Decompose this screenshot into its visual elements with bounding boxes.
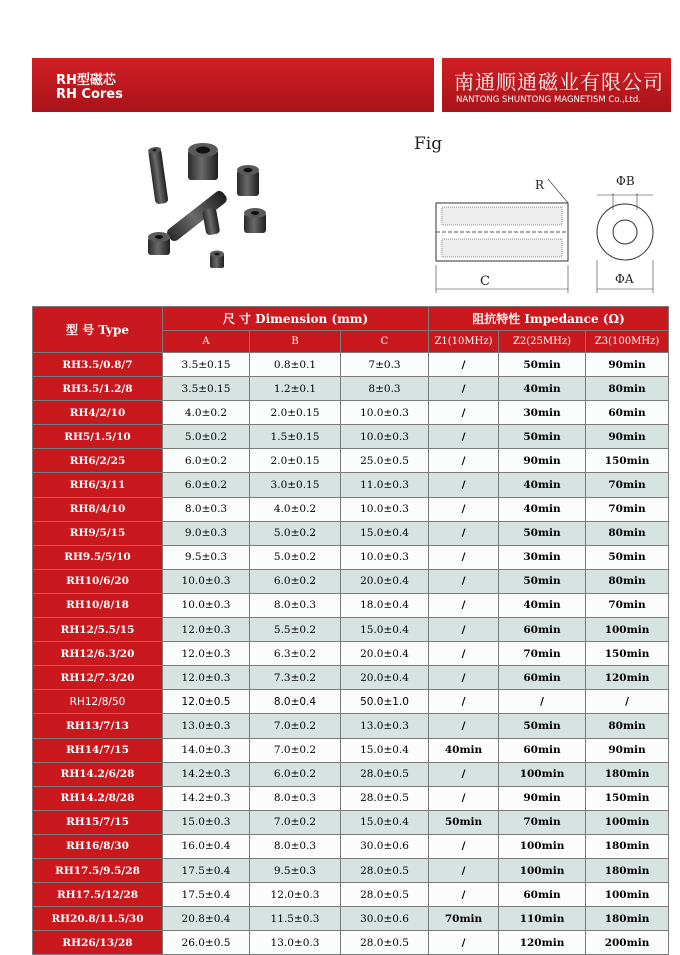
dim-a-cell: 4.0±0.2: [163, 401, 250, 425]
type-cell: RH6/3/11: [33, 473, 163, 497]
dim-c-cell: 10.0±0.3: [341, 545, 429, 569]
z1-cell: /: [429, 931, 499, 955]
z1-cell: /: [429, 642, 499, 666]
type-cell: RH17.5/12/28: [33, 883, 163, 907]
table-row: [33, 810, 669, 834]
z1-cell: /: [429, 425, 499, 449]
z2-cell: 60min: [499, 618, 586, 642]
dim-b-cell: 11.5±0.3: [250, 907, 341, 931]
dim-b-cell: 7.0±0.2: [250, 738, 341, 762]
dim-b-cell: 7.0±0.2: [250, 714, 341, 738]
dim-b-cell: 4.0±0.2: [250, 497, 341, 521]
dim-b-cell: 2.0±0.15: [250, 449, 341, 473]
z2-cell: 30min: [499, 401, 586, 425]
type-cell: RH10/8/18: [33, 593, 163, 617]
type-cell: RH26/13/28: [33, 931, 163, 955]
dim-a-cell: 14.0±0.3: [163, 738, 250, 762]
type-cell: RH5/1.5/10: [33, 425, 163, 449]
z1-cell: /: [429, 714, 499, 738]
z1-cell: /: [429, 618, 499, 642]
type-cell: RH6/2/25: [33, 449, 163, 473]
z2-cell: 50min: [499, 425, 586, 449]
z1-cell: 40min: [429, 738, 499, 762]
z3-cell: 100min: [586, 810, 669, 834]
table-row: [33, 834, 669, 858]
type-cell: RH14.2/6/28: [33, 762, 163, 786]
impedance-header: 阻抗特性 Impedance (Ω): [429, 307, 669, 331]
table-row: [33, 642, 669, 666]
company-name-en: NANTONG SHUNTONG MAGNETISM Co.,Ltd.: [456, 95, 641, 105]
z1-cell: /: [429, 545, 499, 569]
z1-cell: /: [429, 377, 499, 401]
dim-b-cell: 6.0±0.2: [250, 569, 341, 593]
dim-a-cell: 20.8±0.4: [163, 907, 250, 931]
z2-cell: 40min: [499, 593, 586, 617]
dim-c-cell: 50.0±1.0: [341, 690, 429, 714]
z2-cell: 110min: [499, 907, 586, 931]
z2-cell: 100min: [499, 834, 586, 858]
z1-cell: /: [429, 690, 499, 714]
dim-b-cell: 0.8±0.1: [250, 353, 341, 377]
company-name-cn: 南通顺通磁业有限公司: [454, 70, 664, 94]
z3-cell: /: [586, 690, 669, 714]
z2-cell: 50min: [499, 353, 586, 377]
dim-a-cell: 17.5±0.4: [163, 883, 250, 907]
z1-cell: /: [429, 521, 499, 545]
dim-a-cell: 16.0±0.4: [163, 834, 250, 858]
z3-cell: 100min: [586, 618, 669, 642]
table-row: [33, 883, 669, 907]
table-row: [33, 593, 669, 617]
dim-a-cell: 14.2±0.3: [163, 786, 250, 810]
dim-c-cell: 28.0±0.5: [341, 931, 429, 955]
col-c-header: C: [341, 331, 429, 353]
dim-a-cell: 10.0±0.3: [163, 593, 250, 617]
dimension-header: 尺 寸 Dimension (mm): [163, 307, 429, 331]
table-row: [33, 497, 669, 521]
z3-cell: 70min: [586, 497, 669, 521]
z2-cell: 40min: [499, 497, 586, 521]
dim-r-label: R: [535, 178, 545, 192]
z2-cell: 70min: [499, 642, 586, 666]
dim-c-cell: 15.0±0.4: [341, 810, 429, 834]
table-row: [33, 666, 669, 690]
type-cell: RH14.2/8/28: [33, 786, 163, 810]
table-row: [33, 545, 669, 569]
dim-c-cell: 20.0±0.4: [341, 569, 429, 593]
col-z3-header: Z3(100MHz): [586, 331, 669, 353]
type-cell: RH12/8/50: [33, 690, 163, 714]
z2-cell: 50min: [499, 714, 586, 738]
z3-cell: 120min: [586, 666, 669, 690]
dim-a-cell: 13.0±0.3: [163, 714, 250, 738]
dim-a-cell: 9.5±0.3: [163, 545, 250, 569]
type-cell: RH17.5/9.5/28: [33, 858, 163, 882]
type-cell: RH12/6.3/20: [33, 642, 163, 666]
table-row: [33, 569, 669, 593]
table-row: [33, 521, 669, 545]
table-row: [33, 786, 669, 810]
z3-cell: 80min: [586, 521, 669, 545]
product-photo: [110, 120, 310, 290]
z2-cell: 60min: [499, 738, 586, 762]
dim-b-cell: 13.0±0.3: [250, 931, 341, 955]
dim-c-cell: 28.0±0.5: [341, 786, 429, 810]
dim-c-cell: 28.0±0.5: [341, 858, 429, 882]
type-cell: RH4/2/10: [33, 401, 163, 425]
z3-cell: 80min: [586, 569, 669, 593]
z2-cell: /: [499, 690, 586, 714]
table-row: [33, 762, 669, 786]
dim-c-cell: 10.0±0.3: [341, 425, 429, 449]
table-row: [33, 377, 669, 401]
dim-b-cell: 2.0±0.15: [250, 401, 341, 425]
dim-a-cell: 3.5±0.15: [163, 353, 250, 377]
dim-c-cell: 30.0±0.6: [341, 907, 429, 931]
side-view: [436, 179, 568, 293]
dim-b-cell: 1.5±0.15: [250, 425, 341, 449]
table-row: [33, 473, 669, 497]
z2-cell: 50min: [499, 569, 586, 593]
product-title-cn: RH型磁芯: [56, 73, 116, 88]
dim-c-cell: 28.0±0.5: [341, 762, 429, 786]
z1-cell: /: [429, 353, 499, 377]
z1-cell: 70min: [429, 907, 499, 931]
dim-c-cell: 18.0±0.4: [341, 593, 429, 617]
z3-cell: 100min: [586, 883, 669, 907]
col-b-header: B: [250, 331, 341, 353]
dim-c-cell: 11.0±0.3: [341, 473, 429, 497]
dim-b-cell: 7.0±0.2: [250, 810, 341, 834]
dim-b-cell: 8.0±0.3: [250, 786, 341, 810]
z3-cell: 200min: [586, 931, 669, 955]
z2-cell: 40min: [499, 377, 586, 401]
dim-c-cell: 7±0.3: [341, 353, 429, 377]
type-cell: RH12/7.3/20: [33, 666, 163, 690]
z1-cell: /: [429, 883, 499, 907]
z1-cell: /: [429, 834, 499, 858]
z1-cell: 50min: [429, 810, 499, 834]
z2-cell: 90min: [499, 449, 586, 473]
dim-c-cell: 10.0±0.3: [341, 401, 429, 425]
dim-c-cell: 10.0±0.3: [341, 497, 429, 521]
table-row: [33, 425, 669, 449]
dimension-drawing: [420, 165, 670, 300]
type-cell: RH13/7/13: [33, 714, 163, 738]
z2-cell: 40min: [499, 473, 586, 497]
z3-cell: 70min: [586, 473, 669, 497]
dim-b-cell: 5.0±0.2: [250, 521, 341, 545]
table-row: [33, 690, 669, 714]
dim-c-cell: 20.0±0.4: [341, 666, 429, 690]
type-header: 型 号 Type: [33, 307, 163, 353]
type-cell: RH10/6/20: [33, 569, 163, 593]
dim-b-cell: 7.3±0.2: [250, 666, 341, 690]
company-banner: [442, 58, 671, 112]
dim-a-cell: 9.0±0.3: [163, 521, 250, 545]
dim-a-cell: 10.0±0.3: [163, 569, 250, 593]
z3-cell: 150min: [586, 449, 669, 473]
z2-cell: 50min: [499, 521, 586, 545]
table-row: [33, 738, 669, 762]
dim-a-cell: 8.0±0.3: [163, 497, 250, 521]
type-cell: RH20.8/11.5/30: [33, 907, 163, 931]
z2-cell: 60min: [499, 883, 586, 907]
table-row: [33, 449, 669, 473]
dim-b-label: ΦB: [616, 174, 635, 188]
z3-cell: 90min: [586, 738, 669, 762]
dim-a-cell: 6.0±0.2: [163, 473, 250, 497]
z1-cell: /: [429, 593, 499, 617]
dim-a-cell: 12.0±0.3: [163, 618, 250, 642]
product-title-en: RH Cores: [56, 87, 123, 102]
specs-table: [32, 306, 669, 955]
dim-a-label: ΦA: [615, 272, 634, 286]
z2-cell: 100min: [499, 762, 586, 786]
dim-b-cell: 6.0±0.2: [250, 762, 341, 786]
z1-cell: /: [429, 858, 499, 882]
table-row: [33, 618, 669, 642]
dim-c-cell: 15.0±0.4: [341, 738, 429, 762]
dim-b-cell: 5.0±0.2: [250, 545, 341, 569]
table-row: [33, 714, 669, 738]
z2-cell: 70min: [499, 810, 586, 834]
z1-cell: /: [429, 666, 499, 690]
z1-cell: /: [429, 569, 499, 593]
type-cell: RH12/5.5/15: [33, 618, 163, 642]
type-cell: RH3.5/1.2/8: [33, 377, 163, 401]
z3-cell: 80min: [586, 714, 669, 738]
z3-cell: 180min: [586, 858, 669, 882]
z1-cell: /: [429, 762, 499, 786]
figure-label: Fig: [414, 134, 443, 154]
z2-cell: 100min: [499, 858, 586, 882]
table-row: [33, 401, 669, 425]
dim-a-cell: 12.0±0.3: [163, 642, 250, 666]
z3-cell: 180min: [586, 762, 669, 786]
type-cell: RH8/4/10: [33, 497, 163, 521]
dim-c-cell: 15.0±0.4: [341, 618, 429, 642]
type-cell: RH9.5/5/10: [33, 545, 163, 569]
dim-a-cell: 6.0±0.2: [163, 449, 250, 473]
dim-a-cell: 15.0±0.3: [163, 810, 250, 834]
z3-cell: 180min: [586, 834, 669, 858]
product-banner: [32, 58, 434, 112]
dim-a-cell: 5.0±0.2: [163, 425, 250, 449]
dim-c-cell: 13.0±0.3: [341, 714, 429, 738]
z3-cell: 80min: [586, 377, 669, 401]
table-row: [33, 907, 669, 931]
dim-b-cell: 6.3±0.2: [250, 642, 341, 666]
type-cell: RH9/5/15: [33, 521, 163, 545]
dim-b-cell: 8.0±0.4: [250, 690, 341, 714]
dim-b-cell: 3.0±0.15: [250, 473, 341, 497]
z2-cell: 30min: [499, 545, 586, 569]
z1-cell: /: [429, 497, 499, 521]
col-z2-header: Z2(25MHz): [499, 331, 586, 353]
table-row: [33, 353, 669, 377]
z1-cell: /: [429, 786, 499, 810]
dim-a-cell: 14.2±0.3: [163, 762, 250, 786]
dim-c-cell: 15.0±0.4: [341, 521, 429, 545]
dim-c-cell: 30.0±0.6: [341, 834, 429, 858]
dim-b-cell: 1.2±0.1: [250, 377, 341, 401]
z3-cell: 50min: [586, 545, 669, 569]
dim-b-cell: 8.0±0.3: [250, 593, 341, 617]
dim-b-cell: 8.0±0.3: [250, 834, 341, 858]
z2-cell: 120min: [499, 931, 586, 955]
type-cell: RH16/8/30: [33, 834, 163, 858]
z3-cell: 150min: [586, 786, 669, 810]
z1-cell: /: [429, 473, 499, 497]
z3-cell: 60min: [586, 401, 669, 425]
dim-c-cell: 28.0±0.5: [341, 883, 429, 907]
dim-a-cell: 12.0±0.5: [163, 690, 250, 714]
z3-cell: 180min: [586, 907, 669, 931]
dim-c-label: C: [480, 274, 490, 289]
z1-cell: /: [429, 449, 499, 473]
dim-c-cell: 8±0.3: [341, 377, 429, 401]
col-a-header: A: [163, 331, 250, 353]
z3-cell: 90min: [586, 425, 669, 449]
z2-cell: 60min: [499, 666, 586, 690]
type-cell: RH14/7/15: [33, 738, 163, 762]
dim-a-cell: 17.5±0.4: [163, 858, 250, 882]
dim-b-cell: 5.5±0.2: [250, 618, 341, 642]
dim-a-cell: 26.0±0.5: [163, 931, 250, 955]
z2-cell: 90min: [499, 786, 586, 810]
type-cell: RH3.5/0.8/7: [33, 353, 163, 377]
z3-cell: 90min: [586, 353, 669, 377]
type-cell: RH15/7/15: [33, 810, 163, 834]
dim-b-cell: 12.0±0.3: [250, 883, 341, 907]
z3-cell: 150min: [586, 642, 669, 666]
dim-a-cell: 12.0±0.3: [163, 666, 250, 690]
dim-c-cell: 20.0±0.4: [341, 642, 429, 666]
z3-cell: 70min: [586, 593, 669, 617]
col-z1-header: Z1(10MHz): [429, 331, 499, 353]
z1-cell: /: [429, 401, 499, 425]
dim-a-cell: 3.5±0.15: [163, 377, 250, 401]
table-row: [33, 858, 669, 882]
dim-c-cell: 25.0±0.5: [341, 449, 429, 473]
dim-b-cell: 9.5±0.3: [250, 858, 341, 882]
